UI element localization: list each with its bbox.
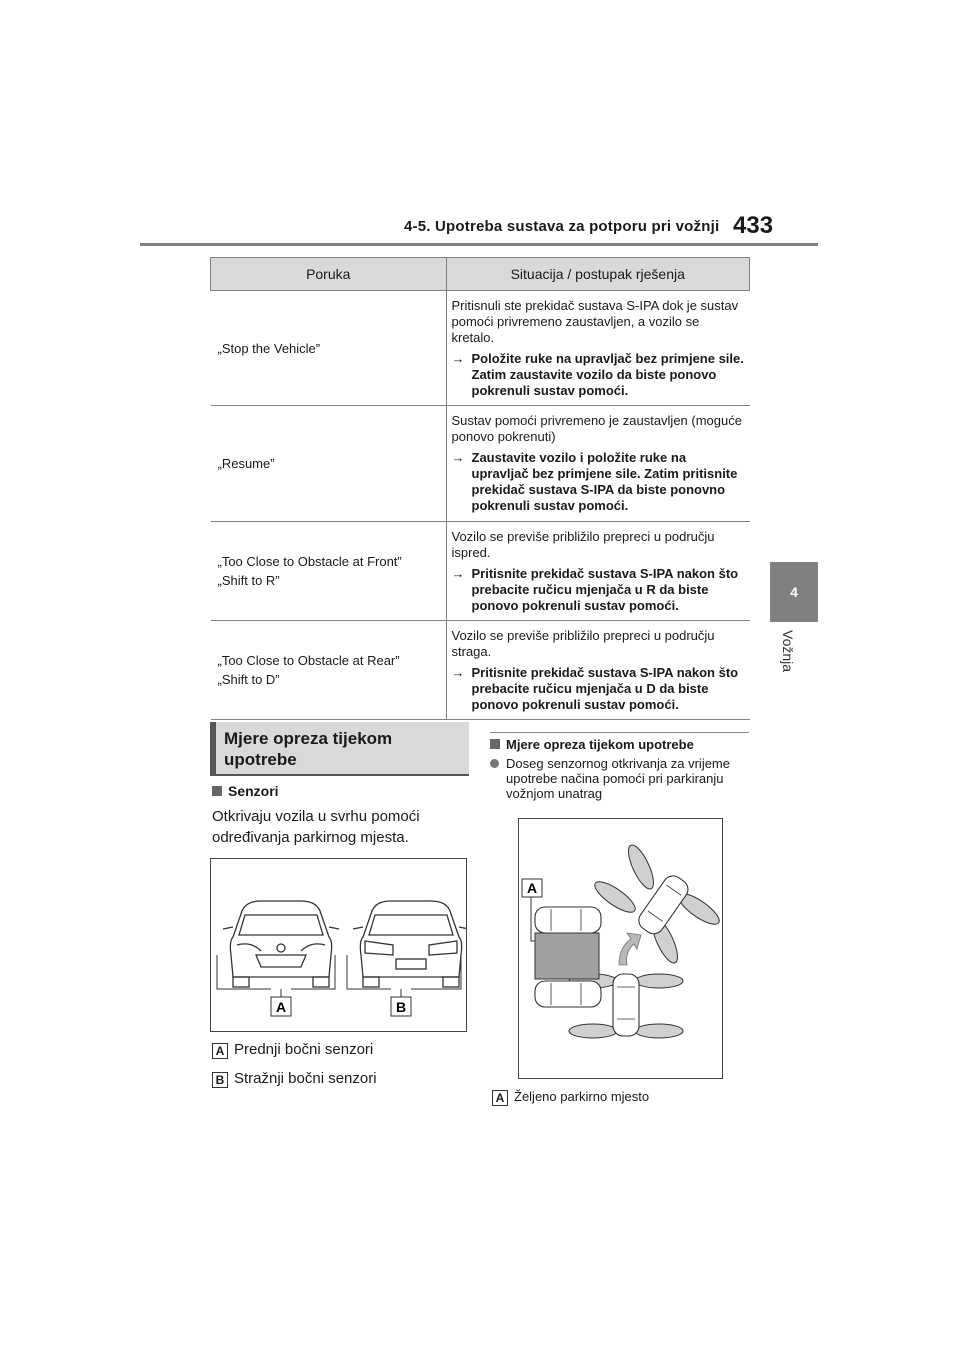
section-title: 4-5. Upotreba sustava za potporu pri vožnji (404, 218, 720, 235)
action-line (452, 665, 746, 713)
caution-heading-box: Mjere opreza tijekom upotrebe (210, 722, 469, 774)
figure-label-b: B (395, 999, 407, 1015)
parked-car (535, 981, 601, 1007)
message-cell (211, 291, 447, 406)
situation-cell (446, 621, 750, 720)
caption-label: A (492, 1090, 508, 1106)
caution-heading-rule (210, 774, 469, 776)
table-row (211, 621, 750, 720)
arrow-icon: → (451, 664, 465, 680)
right-heading: Mjere opreza tijekom upotrebe (490, 737, 694, 752)
bullet-item: Doseg senzornog otkrivanja za vrijeme upotrebe načina pomoći pri parkiranju vožnjom unatrag (490, 756, 746, 801)
sensor-range-lobe (624, 842, 659, 892)
rear-sensor-bracket-right (411, 955, 461, 989)
column-header-situation: Situacija / postupak rješenja (446, 258, 750, 291)
message-text: „Stop the Vehicle” (217, 340, 321, 356)
rear-sensor-bracket-left (347, 955, 391, 989)
action-line (452, 566, 746, 614)
sensors-heading: Senzori (212, 783, 279, 799)
sensor-range-lobe (635, 1024, 683, 1038)
caption-label: A (212, 1043, 228, 1059)
table-row (211, 522, 750, 621)
action-line (452, 450, 746, 514)
arrow-icon: → (451, 450, 465, 465)
message-cell (211, 621, 447, 720)
action-text: Položite ruke na upravljač bez primjene sile. Zatim zaustavite vozilo da biste ponovo pokrenuli sustav pomoći. (471, 350, 744, 398)
situation-cell (446, 406, 750, 522)
figure-label-a: A (526, 880, 538, 896)
caption-label: B (212, 1072, 228, 1088)
situation-text: Pritisnuli ste prekidač sustava S-IPA dok je sustav pomoći privremeno zaustavljen, a vozilo se kretalo. (451, 297, 739, 345)
car-front-rear-illustration (211, 859, 466, 1031)
arrow-icon: → (451, 350, 465, 366)
message-table (210, 257, 750, 720)
table-header-row (211, 258, 750, 291)
situation-text: Vozilo se previše približilo prepreci u području straga. (451, 627, 715, 659)
square-bullet-icon (212, 786, 222, 796)
message-text: „Resume” (217, 456, 275, 471)
arrow-icon: → (451, 565, 465, 581)
car-rear-view (353, 901, 466, 987)
situation-text: Sustav pomoći privremeno je zaustavljen (moguće ponovo pokrenuti) (451, 413, 742, 444)
caption-parking-space: A Željeno parkirno mjesto (492, 1089, 649, 1106)
column-header-message: Poruka (211, 258, 447, 291)
reverse-direction-arrow (619, 933, 641, 965)
action-text: Pritisnite prekidač sustava S-IPA nakon što prebacite ručicu mjenjača u R da biste ponovo pokrenuli sustav pomoći. (471, 565, 739, 613)
chapter-label: Vožnja (780, 630, 796, 673)
caption-rear-sensors: B Stražnji bočni senzori (212, 1070, 377, 1088)
moving-car-bottom (613, 974, 639, 1036)
round-bullet-icon (490, 759, 499, 768)
message-cell (211, 406, 447, 522)
sensors-description: Otkrivaju vozila u svrhu pomoći određivanja parkirnog mjesta. (212, 808, 420, 846)
desired-parking-space (535, 933, 599, 979)
header-rule (140, 243, 818, 246)
parking-range-illustration (519, 819, 722, 1078)
situation-cell (446, 522, 750, 621)
figure-label-a: A (275, 999, 287, 1015)
table-row (211, 406, 750, 522)
car-front-view (223, 901, 339, 987)
action-line (452, 351, 746, 399)
chapter-tab: 4 (770, 562, 818, 622)
message-text: „Too Close to Obstacle at Rear” (217, 653, 400, 668)
message-cell (211, 522, 447, 621)
parking-detection-figure (518, 818, 723, 1079)
table-row (211, 291, 750, 406)
situation-text: Vozilo se previše približilo prepreci u području ispred. (451, 528, 715, 560)
right-heading-rule (490, 732, 749, 733)
parked-car (535, 907, 601, 933)
sensor-range-lobe (569, 1024, 617, 1038)
page-number: 433 (733, 212, 774, 239)
sensor-location-figure (210, 858, 467, 1032)
front-sensor-bracket-left (217, 955, 271, 989)
sensor-range-lobe (635, 974, 683, 988)
message-text: „Shift to R” (217, 573, 280, 588)
message-text: „Too Close to Obstacle at Front” (217, 554, 402, 569)
action-text: Zaustavite vozilo i položite ruke na upravljač bez primjene sile. Zatim pritisnite prekidač sustava S-IPA da biste ponovno pokrenuli sustav pomoći. (471, 450, 738, 513)
caption-front-sensors: A Prednji bočni senzori (212, 1041, 373, 1059)
situation-cell (446, 291, 750, 406)
square-bullet-icon (490, 739, 500, 749)
action-text: Pritisnite prekidač sustava S-IPA nakon što prebacite ručicu mjenjača u D da biste ponovo pokrenuli sustav pomoći. (471, 664, 739, 712)
message-text: „Shift to D” (217, 672, 280, 687)
